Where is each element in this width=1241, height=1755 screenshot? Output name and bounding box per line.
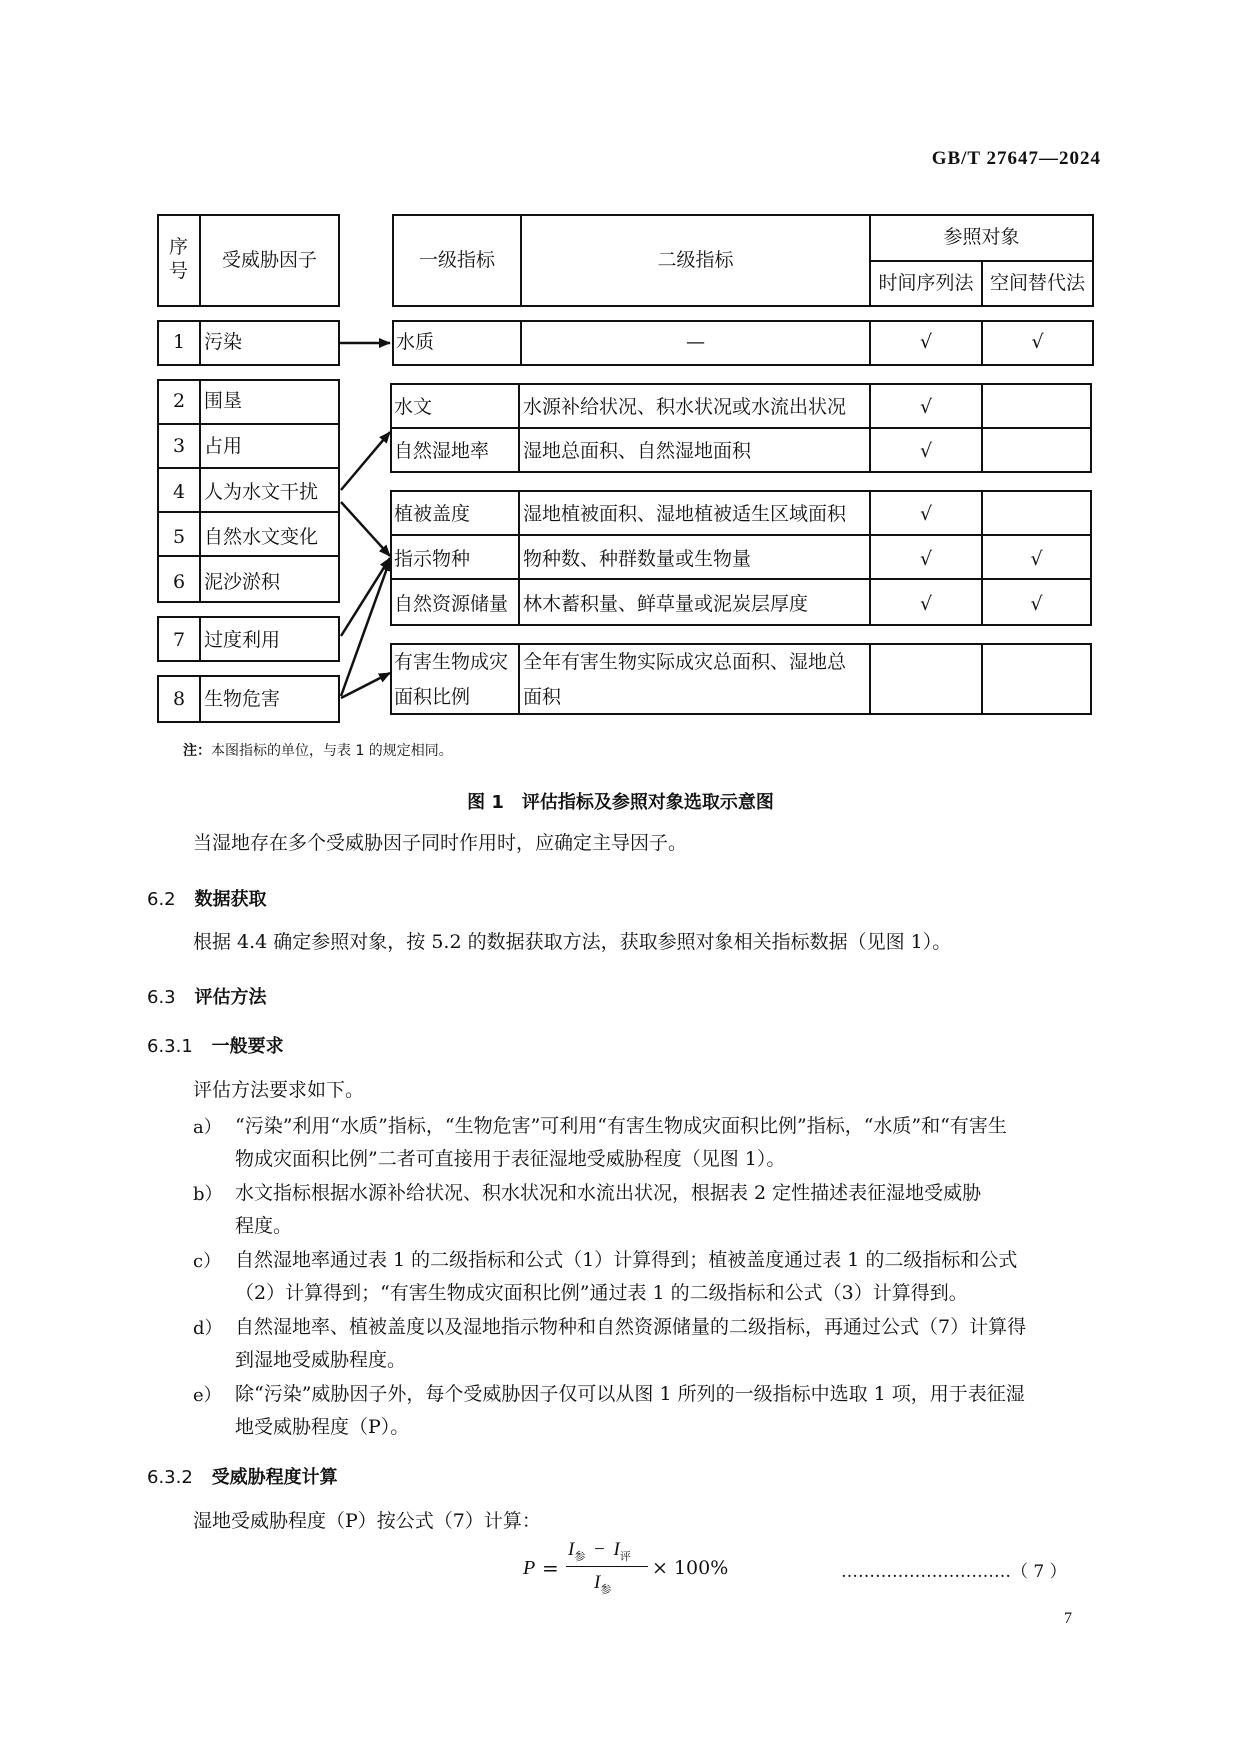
checkmark-time: √ [919, 593, 933, 615]
checkmark-space: √ [1031, 331, 1044, 353]
formula-numerator [568, 1539, 631, 1564]
formula-subscript: 参 [574, 1550, 586, 1563]
list-item-line: 到湿地受威胁程度。 [235, 1349, 407, 1371]
figure-note [183, 740, 453, 760]
factor-no: 3 [172, 435, 186, 457]
checkmark-time: √ [919, 440, 933, 462]
note-text: 本图指标的单位，与表 1 的规定相同。 [211, 743, 453, 759]
paragraph-main-factor: 当湿地存在多个受威胁因子同时作用时，应确定主导因子。 [193, 832, 688, 854]
formula-reference: …………………………（ 7 ） [841, 1562, 1067, 1582]
section-6-3-2-heading [147, 1463, 338, 1489]
formula-lhs: P [523, 1557, 536, 1579]
page-number: 7 [1064, 1610, 1072, 1627]
checkmark-space: √ [1030, 548, 1043, 570]
header-method-time: 时间序列法 [878, 272, 974, 294]
factor-name: 占用 [204, 435, 243, 457]
section-title: 受威胁程度计算 [211, 1467, 338, 1488]
list-item-line: “污染”利用“水质”指标，“生物危害”可利用“有害生物成灾面积比例”指标，“水质”和“有害生 [235, 1115, 1007, 1137]
checkmark-space: √ [1030, 593, 1043, 615]
header-level2: 二级指标 [657, 249, 734, 271]
level1-indicator: 自然资源储量 [394, 593, 509, 615]
factor-no: 1 [172, 331, 186, 353]
level2-indicator: 物种数、种群数量或生物量 [523, 548, 752, 570]
factor-no: 2 [172, 390, 186, 412]
formula-multiplier: × 100% [652, 1557, 729, 1579]
note-label: 注： [183, 743, 211, 759]
list-item-line: （2）计算得到；“有害生物成灾面积比例”通过表 1 的二级指标和公式（3）计算得到。 [235, 1282, 968, 1304]
list-item-line: 程度。 [235, 1215, 293, 1237]
formula-minus: − [594, 1539, 605, 1560]
checkmark-time: √ [919, 396, 933, 418]
level1-indicator: 指示物种 [394, 548, 471, 570]
list-item-tag: b） [193, 1184, 223, 1205]
arrow-overuse-to-species [341, 558, 390, 636]
factor-name: 污染 [204, 331, 243, 353]
figure-arrows [0, 0, 1241, 800]
checkmark-time: √ [919, 331, 933, 353]
level2-indicator: — [686, 331, 705, 353]
level2-indicator: 湿地植被面积、湿地植被适生区域面积 [523, 503, 847, 525]
level2-indicator: 林木蓄积量、鲜草量或泥炭层厚度 [523, 593, 809, 615]
factor-no: 5 [172, 526, 186, 548]
section-title: 一般要求 [211, 1036, 284, 1057]
level1-indicator: 水文 [394, 396, 433, 418]
header-no-char1: 序 [169, 236, 189, 258]
formula-equals: = [542, 1556, 559, 1580]
list-item-tag: c） [193, 1251, 222, 1272]
level2-indicator: 水源补给状况、积水状况或水流出状况 [523, 396, 847, 418]
section-6-3-heading [147, 983, 266, 1009]
list-item-tag: d） [193, 1318, 223, 1339]
arrow-hydro-interference-to-species [341, 502, 390, 556]
level1-indicator-line1: 有害生物成灾 [394, 651, 509, 673]
formula-var: I [568, 1539, 575, 1560]
formula-denominator [594, 1572, 611, 1597]
factor-name: 生物危害 [204, 688, 281, 710]
section-number: 6.3.2 [147, 1467, 193, 1488]
list-item-line: 物成灾面积比例”二者可直接用于表征湿地受威胁程度（见图 1）。 [235, 1148, 786, 1170]
header-no-char2: 号 [169, 260, 189, 282]
section-number: 6.3.1 [147, 1036, 193, 1057]
list-item-tag: e） [193, 1385, 222, 1406]
level2-indicator-line2: 面积 [523, 686, 562, 708]
header-factor: 受威胁因子 [221, 249, 317, 271]
section-number: 6.2 [147, 889, 176, 910]
list-item-line: 自然湿地率、植被盖度以及湿地指示物种和自然资源储量的二级指标，再通过公式（7）计算得 [235, 1316, 1027, 1338]
section-6-2-heading [147, 885, 266, 911]
arrow-hydro-interference-to-hydrology [341, 432, 390, 490]
level1-indicator: 植被盖度 [394, 503, 471, 525]
header-method-space: 空间替代法 [989, 272, 1085, 294]
list-item-tag: a） [193, 1117, 222, 1138]
level1-indicator-line2: 面积比例 [394, 686, 471, 708]
paragraph-data-acquisition: 根据 4.4 确定参照对象，按 5.2 的数据获取方法，获取参照对象相关指标数据（见图 1）。 [193, 931, 952, 953]
level1-indicator: 自然湿地率 [394, 440, 490, 462]
factor-no: 6 [172, 571, 186, 593]
formula-subscript: 参 [600, 1583, 612, 1596]
section-number: 6.3 [147, 987, 176, 1008]
formula-var: I [594, 1572, 601, 1593]
checkmark-time: √ [919, 548, 933, 570]
level2-indicator-line1: 全年有害生物实际成灾总面积、湿地总 [523, 651, 847, 673]
factor-name: 围垦 [204, 390, 243, 412]
list-item-line: 除“污染”威胁因子外，每个受威胁因子仅可以从图 1 所列的一级指标中选取 1 项，用于表征湿 [235, 1383, 1025, 1405]
factor-name: 人为水文干扰 [204, 481, 319, 503]
formula-var: I [613, 1539, 620, 1560]
section-6-3-1-heading [147, 1032, 284, 1058]
factor-name: 自然水文变化 [204, 526, 319, 548]
list-item-line: 水文指标根据水源补给状况、积水状况和水流出状况，根据表 2 定性描述表征湿地受威胁 [235, 1182, 982, 1204]
factor-no: 4 [172, 481, 186, 503]
checkmark-time: √ [919, 503, 933, 525]
list-item-line: 自然湿地率通过表 1 的二级指标和公式（1）计算得到；植被盖度通过表 1 的二级指标和公式 [235, 1249, 1018, 1271]
header-reference: 参照对象 [943, 226, 1020, 248]
factor-no: 7 [172, 629, 186, 651]
level1-indicator: 水质 [396, 331, 435, 353]
section-title: 评估方法 [194, 987, 267, 1008]
formula-fraction-bar [566, 1566, 648, 1567]
formula-subscript: 评 [619, 1550, 631, 1563]
level2-indicator: 湿地总面积、自然湿地面积 [523, 440, 752, 462]
paragraph-requirements-intro: 评估方法要求如下。 [193, 1079, 365, 1101]
factor-no: 8 [172, 688, 186, 710]
paragraph-formula-intro: 湿地受威胁程度（P）按公式（7）计算： [193, 1510, 541, 1532]
header-level1: 一级指标 [418, 249, 495, 271]
factor-name: 泥沙淤积 [204, 571, 281, 593]
list-item-line: 地受威胁程度（P）。 [235, 1416, 410, 1438]
document-number: GB/T 27647—2024 [931, 148, 1101, 169]
section-title: 数据获取 [194, 889, 267, 910]
figure-caption: 图 1 评估指标及参照对象选取示意图 [467, 792, 774, 813]
factor-name: 过度利用 [204, 629, 281, 651]
